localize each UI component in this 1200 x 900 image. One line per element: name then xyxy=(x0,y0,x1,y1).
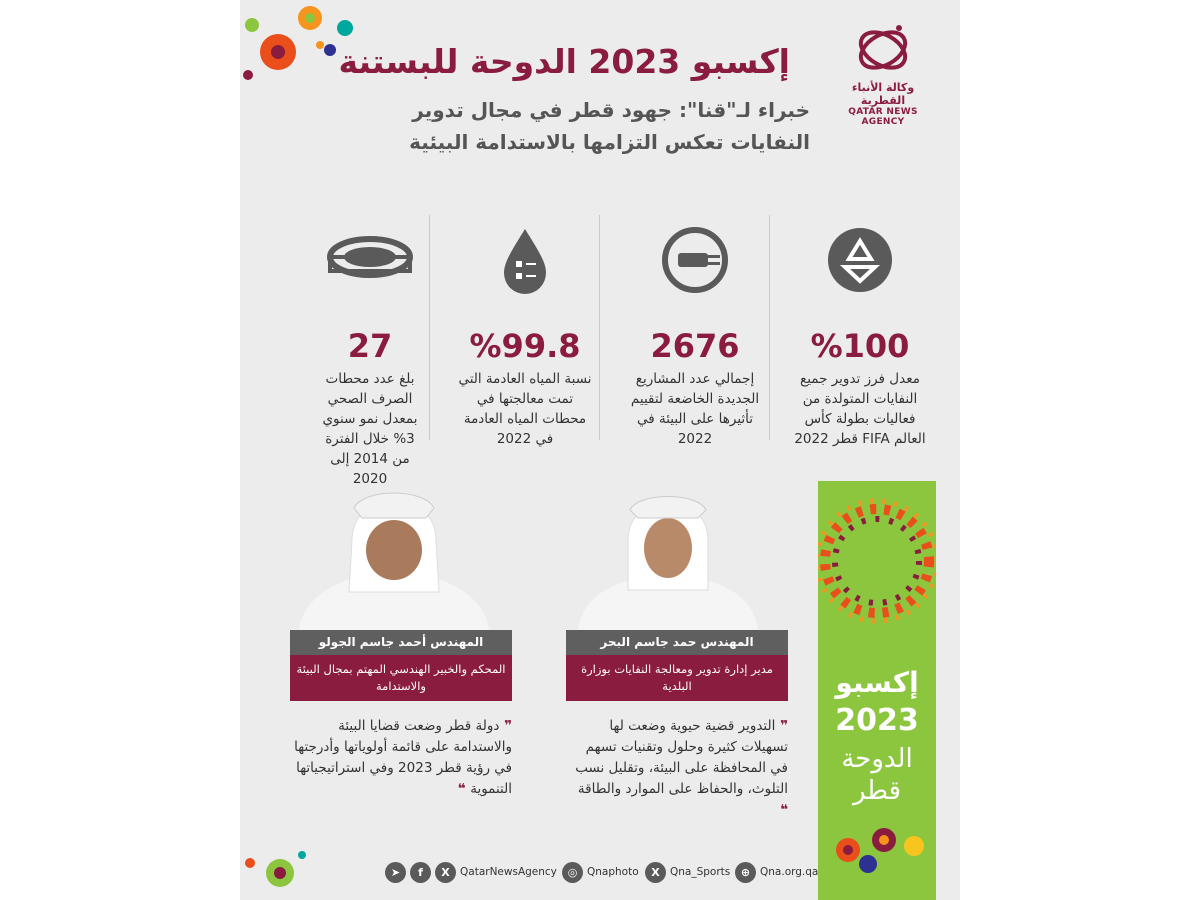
social-group-photo[interactable] xyxy=(562,857,639,887)
expert-photo-2 xyxy=(284,480,504,630)
expert-name-2: المهندس أحمد جاسم الجولو xyxy=(290,630,512,655)
treatment-plant-icon xyxy=(325,225,415,295)
stats-row xyxy=(322,215,935,487)
sports-handle[interactable]: Qna_Sports xyxy=(670,866,731,878)
photo-handle[interactable]: Qnaphoto xyxy=(587,866,639,878)
stat-description: نسبة المياه العادمة التي تمت معالجتها في محطات المياه العادمة في 2022 xyxy=(458,371,592,447)
expo-panel xyxy=(818,481,936,900)
expo-word: إكسبو xyxy=(835,666,919,699)
water-drop-checklist-icon xyxy=(490,225,560,295)
expert-role-2: المحكم والخبير الهندسي المهتم بمجال البيئة والاستدامة xyxy=(290,655,512,701)
expert-quote-1 xyxy=(568,716,788,821)
stat-projects xyxy=(620,215,770,455)
x-icon[interactable]: X xyxy=(435,862,456,883)
flower-decoration-corner xyxy=(240,845,310,900)
expo-qatar-text: قطر xyxy=(852,776,902,806)
stat-water xyxy=(450,215,600,455)
expert-portrait xyxy=(558,480,778,630)
stat-value: %100 xyxy=(810,327,910,365)
stat-description: معدل فرز تدوير جميع النفايات المتولدة من فعاليات بطولة كأس العالم FIFA قطر 2022 xyxy=(794,371,926,447)
globe-icon[interactable]: ⊕ xyxy=(735,862,756,883)
telegram-icon[interactable]: ➤ xyxy=(385,862,406,883)
logo-english-text: QATAR NEWS AGENCY xyxy=(848,107,918,127)
qna-logo xyxy=(828,20,938,127)
social-group-website[interactable] xyxy=(735,857,818,887)
social-group-sports[interactable] xyxy=(645,857,730,887)
expert-quote-2 xyxy=(292,716,512,800)
social-handle[interactable]: QatarNewsAgency xyxy=(460,866,557,878)
expo-city xyxy=(818,743,936,807)
quote-open-icon: ❞ xyxy=(775,718,788,734)
page-subtitle: خبراء لـ"قنا": جهود قطر في مجال تدوير النفايات تعكس التزامها بالاستدامة البيئية xyxy=(409,98,810,154)
quote-close-icon: ❝ xyxy=(457,781,471,797)
flower-wreath-icon xyxy=(818,481,936,661)
recycle-icon xyxy=(825,225,895,295)
website-link[interactable]: Qna.org.qa xyxy=(760,866,819,878)
stat-value: %99.8 xyxy=(469,327,581,365)
divider xyxy=(429,215,430,440)
expo-year: 2023 xyxy=(835,703,919,738)
logo-arabic-text: وكالة الأنباء القطرية xyxy=(851,81,915,107)
expert-portrait xyxy=(284,480,504,630)
footer-social-bar xyxy=(385,857,845,887)
quote-text: دولة قطر وضعت قضايا البيئة والاستدامة على قائمة أولوياتها وأدرجتها في رؤية قطر 2023 وفي استراتيجياتها التنموية xyxy=(294,718,512,797)
quote-close-icon: ❝ xyxy=(780,802,788,818)
qna-emblem-icon xyxy=(853,20,913,75)
expert-name-1: المهندس حمد جاسم البحر xyxy=(566,630,788,655)
quote-open-icon: ❞ xyxy=(499,718,512,734)
infographic-poster xyxy=(240,0,960,900)
stat-value: 2676 xyxy=(650,327,740,365)
expert-photo-1 xyxy=(558,480,778,630)
instagram-icon[interactable]: ◎ xyxy=(562,862,583,883)
stat-value: 27 xyxy=(347,327,393,365)
expert-role-1: مدير إدارة تدوير ومعالجة النفايات بوزارة البلدية xyxy=(566,655,788,701)
stat-description: بلغ عدد محطات الصرف الصحي بمعدل نمو سنوي 3% خلال الفترة من 2014 إلى 2020 xyxy=(322,371,418,487)
stat-plants xyxy=(315,215,425,487)
stat-description: إجمالي عدد المشاريع الجديدة الخاضعة لتقييم تأثيرها على البيئة في 2022 xyxy=(630,371,760,447)
stat-recycling xyxy=(785,215,935,455)
facebook-icon[interactable]: f xyxy=(410,862,431,883)
x-icon[interactable]: X xyxy=(645,862,666,883)
expo-doha-text: الدوحة xyxy=(841,744,913,774)
page-title: إكسبو 2023 الدوحة للبستنة xyxy=(338,42,790,81)
quote-text: التدوير قضية حيوية وضعت لها تسهيلات كثيرة وحلول وتقنيات تسهم في المحافظة على البيئة، وتقليل نسب التلوث، والحفاظ على الموارد والطاقة xyxy=(575,718,788,797)
social-group-qna[interactable] xyxy=(385,857,557,887)
eco-plug-icon xyxy=(660,225,730,295)
